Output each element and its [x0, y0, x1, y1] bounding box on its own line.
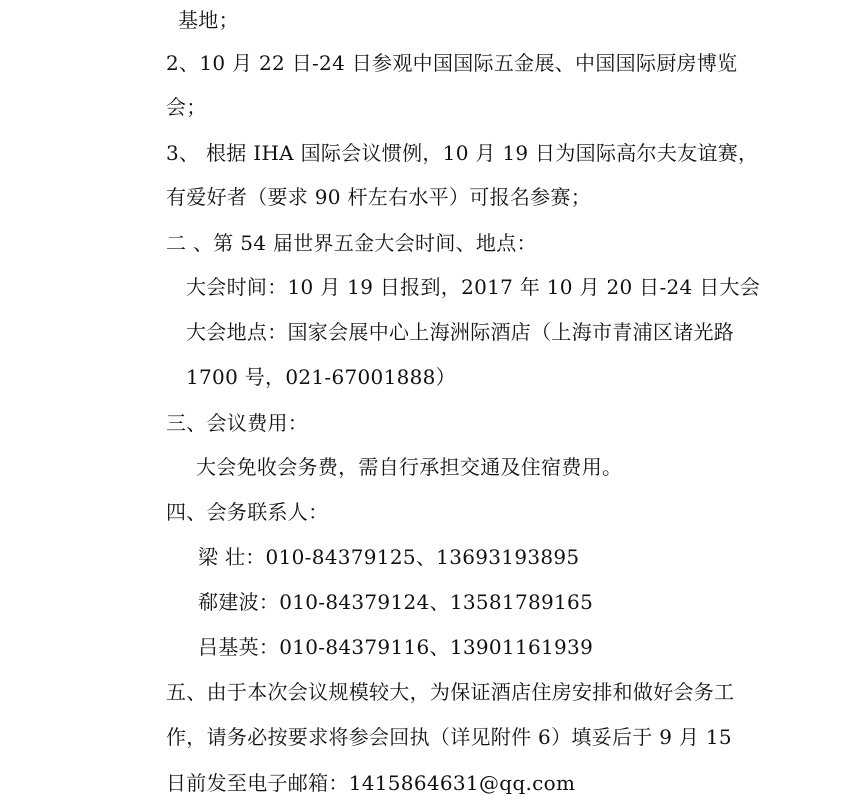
text-line-meeting-location: 大会地点：国家会展中心上海洲际酒店（上海市青浦区诸光路	[186, 320, 735, 344]
contact-line-xi: 郗建波：010-84379124、13581789165	[198, 590, 594, 614]
text-line-item-2-continuation: 会；	[166, 95, 207, 119]
text-line-meeting-time: 大会时间：10 月 19 日报到，2017 年 10 月 20 日-24 日大会	[186, 275, 761, 299]
section-heading-contacts: 四、会务联系人：	[166, 500, 329, 524]
text-line-base-continuation: 基地；	[178, 8, 239, 32]
section-heading-time-location: 二 、第 54 届世界五金大会时间、地点：	[166, 231, 537, 255]
text-line-item-5-continuation: 作，请务必按要求将参会回执（详见附件 6）填妥后于 9 月 15	[166, 725, 732, 749]
text-line-item-3-continuation: 有爱好者（要求 90 杆左右水平）可报名参赛；	[166, 185, 592, 209]
text-line-item-2: 2、10 月 22 日-24 日参观中国国际五金展、中国国际厨房博览	[166, 51, 738, 75]
contact-line-liang: 梁 壮：010-84379125、13693193895	[198, 545, 580, 569]
text-line-item-5: 五、由于本次会议规模较大，为保证酒店住房安排和做好会务工	[166, 680, 735, 704]
text-line-meeting-location-continuation: 1700 号，021-67001888）	[186, 365, 456, 389]
text-line-fees: 大会免收会务费，需自行承担交通及住宿费用。	[196, 455, 623, 479]
text-line-item-5-email: 日前发至电子邮箱：1415864631@qq.com	[166, 771, 576, 795]
contact-line-lv: 吕基英：010-84379116、13901161939	[198, 635, 594, 659]
section-heading-fees: 三、会议费用：	[166, 411, 309, 435]
text-line-item-3: 3、 根据 IHA 国际会议惯例，10 月 19 日为国际高尔夫友谊赛，	[166, 141, 759, 165]
